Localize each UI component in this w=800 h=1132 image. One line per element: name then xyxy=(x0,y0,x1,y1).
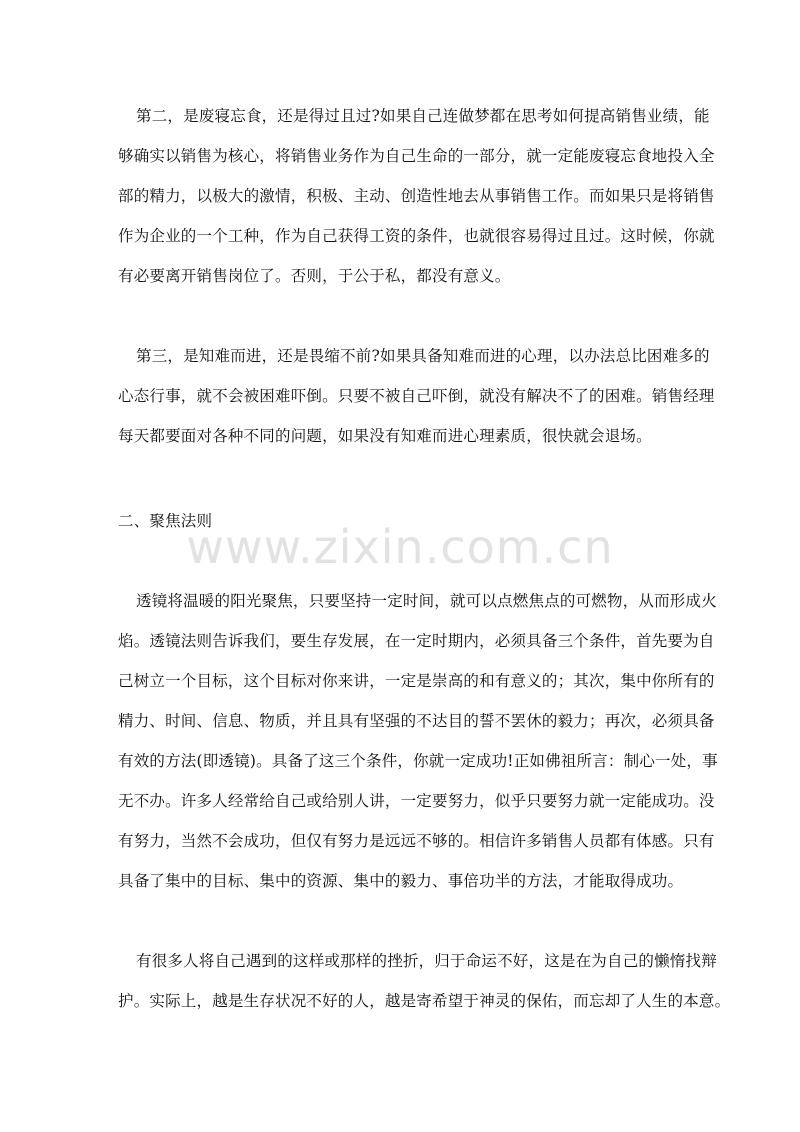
paragraph-3-line-3: 己树立一个目标，这个目标对你来讲，一定是崇高的和有意义的；其次，集中你所有的 xyxy=(118,672,715,690)
paragraph-3-line-4: 精力、时间、信息、物质，并且具有坚强的不达目的誓不罢休的毅力；再次，必须具备 xyxy=(118,712,715,730)
paragraph-3-line-2: 焰。透镜法则告诉我们，要生存发展，在一定时期内，必须具备三个条件，首先要为自 xyxy=(118,632,715,650)
paragraph-2-line-1: 第三，是知难而进，还是畏缩不前?如果具备知难而进的心理，以办法总比困难多的 xyxy=(136,347,710,365)
watermark: www.zixin.com.cn xyxy=(186,520,614,574)
paragraph-1-line-1: 第二，是废寝忘食，还是得过且过?如果自己连做梦都在思考如何提高销售业绩，能 xyxy=(136,107,710,125)
paragraph-3-line-6: 无不办。许多人经常给自己或给别人讲，一定要努力，似乎只要努力就一定能成功。没 xyxy=(118,792,715,810)
section-heading: 二、聚焦法则 xyxy=(118,512,213,530)
paragraph-3-line-1: 透镜将温暖的阳光聚焦，只要坚持一定时间，就可以点燃焦点的可燃物，从而形成火 xyxy=(136,592,717,610)
paragraph-3-line-7: 有努力，当然不会成功，但仅有努力是远远不够的。相信许多销售人员都有体感。只有 xyxy=(118,832,715,850)
paragraph-4-line-1: 有很多人将自己遇到的这样或那样的挫折，归于命运不好，这是在为自己的懒惰找辩 xyxy=(136,952,717,970)
paragraph-4-line-2: 护。实际上，越是生存状况不好的人，越是寄希望于神灵的保佑，而忘却了人生的本意。 xyxy=(118,992,731,1010)
paragraph-1-line-4: 作为企业的一个工种，作为自己获得工资的条件，也就很容易得过且过。这时候，你就 xyxy=(118,227,715,245)
paragraph-2-line-3: 每天都要面对各种不同的问题，如果没有知难而进心理素质，很快就会退场。 xyxy=(118,427,652,445)
paragraph-1-line-5: 有必要离开销售岗位了。否则，于公于私，都没有意义。 xyxy=(118,267,511,285)
paragraph-1-line-3: 部的精力，以极大的激情，积极、主动、创造性地去从事销售工作。而如果只是将销售 xyxy=(118,187,715,205)
paragraph-2-line-2: 心态行事，就不会被困难吓倒。只要不被自己吓倒，就没有解决不了的困难。销售经理 xyxy=(118,387,715,405)
paragraph-3-line-5: 有效的方法(即透镜)。具备了这三个条件，你就一定成功!正如佛祖所言：制心一处，事 xyxy=(118,752,718,770)
paragraph-3-line-8: 具备了集中的目标、集中的资源、集中的毅力、事倍功半的方法，才能取得成功。 xyxy=(118,872,684,890)
paragraph-1-line-2: 够确实以销售为核心，将销售业务作为自己生命的一部分，就一定能废寝忘食地投入全 xyxy=(118,147,715,165)
